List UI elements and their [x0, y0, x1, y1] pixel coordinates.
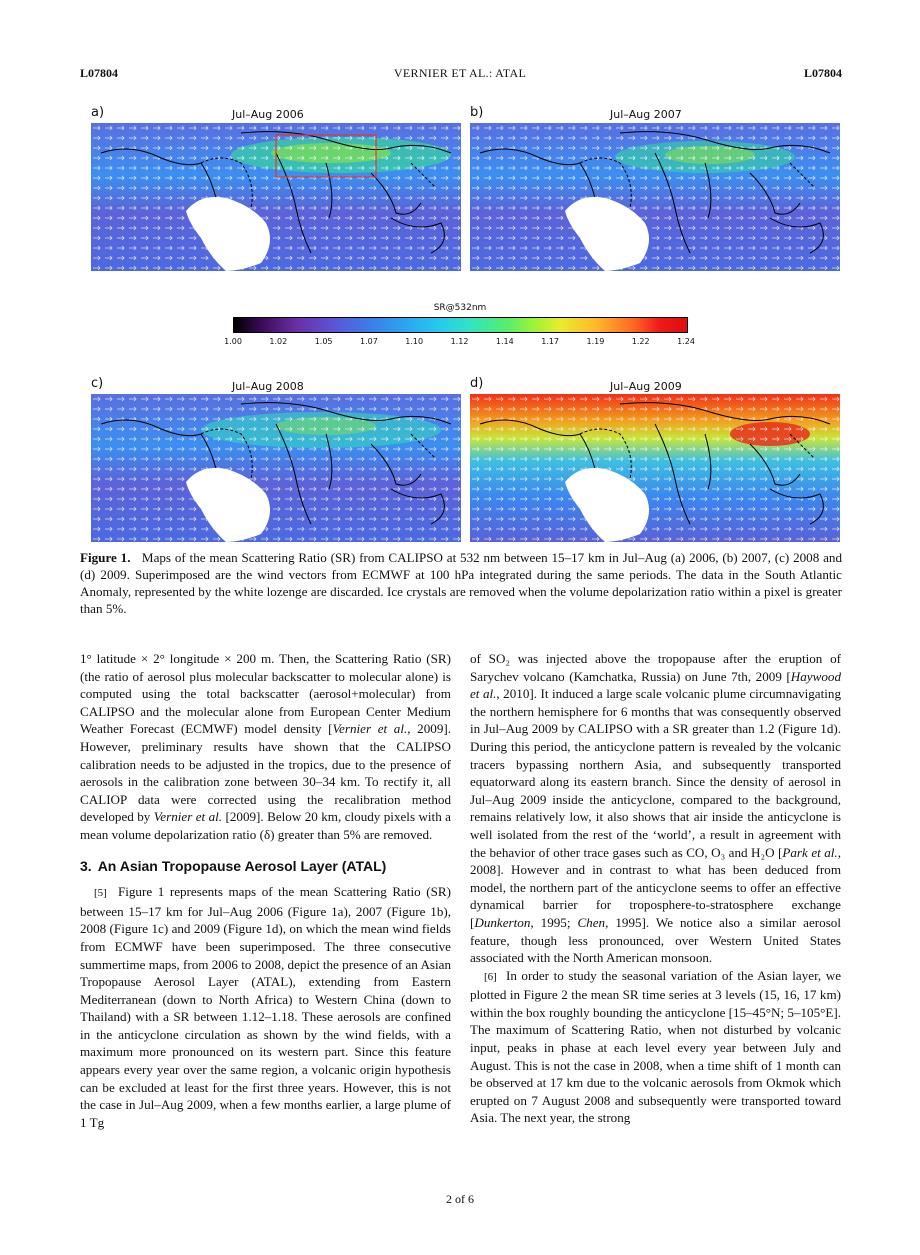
figure-caption-text: Maps of the mean Scattering Ratio (SR) from CALIPSO at 532 nm between 15–17 km in Jul–Aug (a) 2006, (b) 2007, (c) 2008 and (d) 2009. Superimposed are the wind vectors from ECMWF at 100 hPa integrated during the same periods. The data in the South Atlantic Anomaly, represented by the white lozenge are discarded. Ice crystals are removed when the volume depolarization ratio within a pixel is greater than 5%.	[80, 550, 842, 616]
panel-label-a: a)	[91, 105, 105, 120]
panel-title-d: Jul–Aug 2009	[610, 380, 682, 393]
sr-map-2007	[470, 123, 840, 271]
figure-caption	[80, 549, 842, 617]
right-paragraph-2: [6] In order to study the seasonal variation of the Asian layer, we plotted in Figure 2 the mean SR time series at 3 levels (15, 16, 17 km) within the box roughly bounding the anticyclone [15–45°N; 5–105°E]. The maximum of Scattering Ratio, when not disturbed by volcanic input, peaks in phase at each level every year between July and August. This is not the case in 2008, when a time shift of 1 month can be observed at 17 km due to the volcanic aerosols from Okmok which erupted on 7 August 2008 and subsequently were transported toward Asia. The next year, the strong	[470, 967, 842, 1126]
colorbar	[233, 317, 688, 333]
colorbar-tick-label: 1.00	[224, 337, 242, 346]
colorbar-tick-label: 1.17	[541, 337, 559, 346]
header-running-title: VERNIER ET AL.: ATAL	[393, 66, 527, 80]
panel-label-b: b)	[470, 105, 484, 120]
figure-label: Figure 1.	[80, 550, 131, 565]
left-paragraph-2: [5] Figure 1 represents maps of the mean Scattering Ratio (SR) between 15–17 km for Jul–Aug 2006 (Figure 1a), 2007 (Figure 1b), 2008 (Figure 1c) and 2009 (Figure 1d), on which the mean wind fields from ECMWF have been superimposed. The three consecutive summertime maps, from 2006 to 2008, depict the presence of an Asian Tropopause Aerosol Layer (ATAL), extending from Eastern Mediterranean (down to North Africa) to Western China (down to Thailand) with a SR between 1.12–1.18. These aerosols are confined in the anticyclone circulation as shown by the wind fields, with a maximum more pronounced on its western part. Since this feature appears every year over the same region, a volcanic origin hypothesis can be excluded at least for the first three years. However, this is not the case in Jul–Aug 2009, when a few months earlier, a large plume of 1 Tg	[80, 884, 451, 1130]
right-paragraph-1: of SO₂ was injected above the tropopause after the eruption of Sarychev volcano (Kamchatka, Russia) on June 7th, 2009 [Haywood et al., 2010]. It induced a large scale volcanic plume circumnavigating the northern hemisphere for 6 months that was consequently observed in Jul–Aug 2009 by CALIPSO with a SR greater than 1.2 (Figure 1d). During this period, the anticyclone pattern is revealed by the volcanic tracers bypassing northern Asia, and subsequently transported equatorward along its eastern branch. Since the density of aerosol in Jul–Aug 2009 inside the anticyclone, compared to the background, remains relatively low, it also shows that air inside the anticyclone is well isolated from the rest of the ‘world’, a result in agreement with the behavior of other trace gases such as CO, O₃ and H₂O [Park et al., 2008]. However and in contrast to what has been deduced from model, the northern part of the anticyclone seems to offer an effective dynamical barrier for troposphere-to-stratosphere exchange [Dunkerton, 1995; Chen, 1995]. We notice also a similar aerosol feature, though less pronounced, over Western United States associated with the North American monsoon.	[470, 651, 841, 966]
page-number: 2 of 6	[446, 1192, 474, 1206]
panel-label-c: c)	[91, 376, 104, 391]
header-left-id: L07804	[80, 66, 119, 80]
section-heading: 3. An Asian Tropopause Aerosol Layer (ATAL)	[80, 857, 387, 874]
panel-title-a: Jul–Aug 2006	[232, 108, 304, 121]
header-right-id: L07804	[803, 66, 842, 80]
colorbar-tick-label: 1.10	[405, 337, 424, 346]
panel-label-d: d)	[470, 376, 484, 391]
colorbar-tick-label: 1.07	[359, 337, 378, 346]
left-column	[80, 650, 451, 1131]
colorbar-tick-label: 1.12	[450, 337, 469, 346]
colorbar-title: SR@532nm	[433, 303, 487, 313]
panel-title-c: Jul–Aug 2008	[232, 380, 304, 393]
sr-map-2006	[91, 123, 461, 271]
left-paragraph-1: 1° latitude × 2° longitude × 200 m. Then, the Scattering Ratio (SR) (the ratio of aerosol plus molecular backscatter to molecular alone) is computed using the total backscatter (aerosol+molecular) from CALIPSO and the molecular alone from European Center Medium Weather Forecast (ECMWF) model density [Vernier et al., 2009]. However, preliminary results have shown that the CALIPSO calibration needs to be adjusted in the tropics, due to the presence of aerosols in the calibration zone between 30–34 km. To rectify it, all CALIOP data were corrected using the recalibration method developed by Vernier et al. [2009]. Below 20 km, cloudy pixels with a mean volume depolarization ratio (δ) greater than 5% are removed.	[80, 651, 452, 842]
colorbar-tick-label: 1.24	[677, 337, 695, 346]
colorbar-tick-label: 1.19	[586, 337, 605, 346]
panel-title-b: Jul–Aug 2007	[610, 108, 682, 121]
sr-map-2009	[470, 394, 840, 542]
right-column	[470, 650, 841, 1127]
colorbar-tick-label: 1.02	[269, 337, 288, 346]
colorbar-tick-label: 1.22	[631, 337, 650, 346]
colorbar-tick-label: 1.05	[314, 337, 333, 346]
colorbar-tick-label: 1.14	[495, 337, 514, 346]
sr-map-2008	[91, 394, 461, 542]
